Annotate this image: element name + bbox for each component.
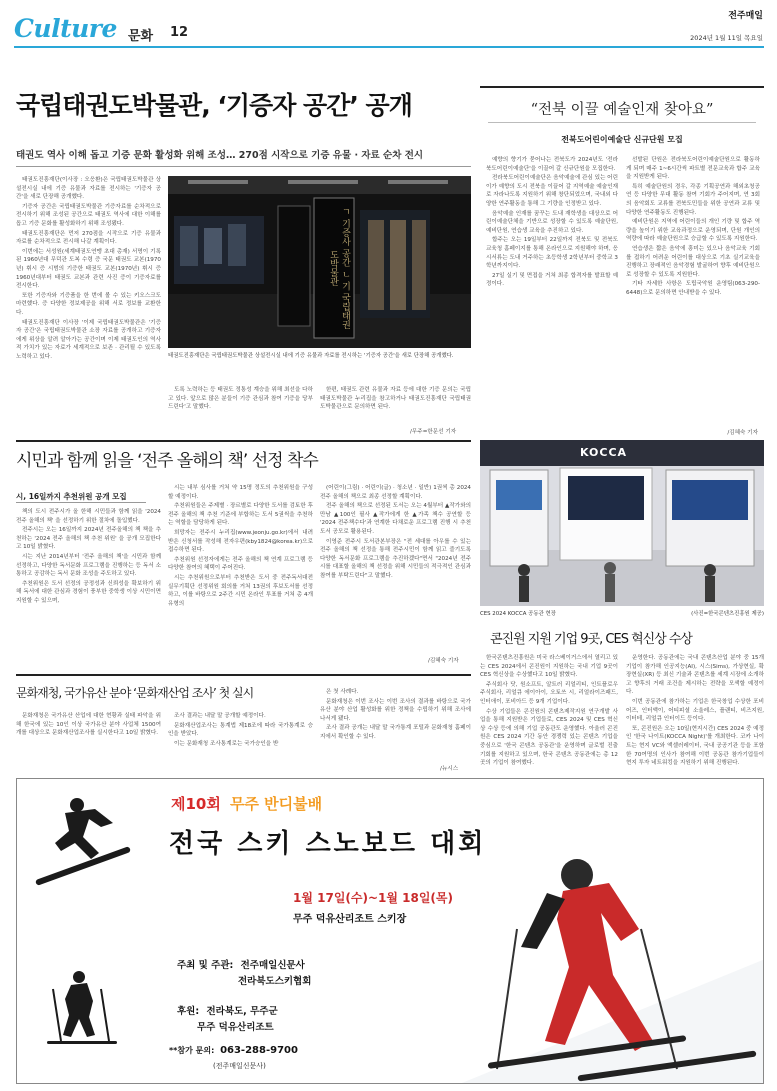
article1-subhead: 태권도 역사 이해 돕고 기증 문화 활성화 위해 조성… 270점 시작으로 기증 유물 · 자료 순차 전시 xyxy=(16,150,424,161)
kocca-sign: KOCCA xyxy=(580,446,628,459)
paragraph: 전주 올해의 책으로 선정된 도서는 오는 4월부터 ▲작가와의 만남 ▲100인 필사 ▲작가에게 한 ▲가족 책수 공연할 등 '2024 전주책수다'과 연계한 다채로운 프로그램 진행 시 추천 도서 공모로 활용된다. xyxy=(320,503,471,535)
ces-photo-illustration xyxy=(480,440,764,606)
paragraph: 추천위원들은 주제별 · 장르별로 다양한 도서를 검토한 후 전주 올해의 책 추천 기준에 부합하는 도서 5권씩을 추천하는 역할을 담당하게 된다. xyxy=(168,503,313,527)
ad-venue: 무주 덕유산리조트 스키장 xyxy=(293,914,407,925)
paragraph: 또한 기증자와 기증품을 한 번에 볼 수 있는 키오스크도 마련했다. 증 다양한 정보제공을 위해 서로 정보를 교환한다. xyxy=(16,292,161,316)
article1-col-bottom-a xyxy=(168,386,313,434)
masthead xyxy=(0,0,777,50)
paragraph: 수상 기업들은 콘진원의 콘텐츠제작지원 연구개발 사업을 통해 지원받은 기업들로, CES 2024 및 CES 혁신상 수상 등에 의해 기업 공동관도 운영했다. 아울러 콘진원은 CES 2024 기간 동안 경쟁력 있는 콘텐츠 기업을 중심으로 '한국 콘텐츠 공동관'을 운영하며 글로벌 진출 기회를 지원하고 있으며, 한국 콘텐츠 공동관에는 총 12곳의 기업이 참여했다. xyxy=(480,708,618,767)
paragraph: 예비단원은 지역에 어린이들의 개인 기량 및 합주 역량을 높이기 위한 교육과정으로 운영되며, 단원 개인의 역량에 따라 예술단원으로 승급할 수 있도록 지원한다. xyxy=(626,219,760,243)
page-number: 12 xyxy=(170,25,189,40)
article2-box xyxy=(480,86,764,434)
ad-sponsor-2: 무주 덕유산리조트 xyxy=(197,1022,274,1033)
ad-contact-phone: 063-288-9700 xyxy=(220,1045,298,1056)
ad-contact-label: **참가 문의: xyxy=(169,1046,215,1055)
ad-contact xyxy=(169,1045,298,1056)
ces-photo xyxy=(480,440,764,606)
paragraph: 합주는 오는 19일부터 22일까지 전북도 및 전북도교육청 홈페이지를 통해 온라인으로 지원해야 하며, 응시서류는 도내 거주하는 초등학생 2학년부터 중학교 3학년까지이다. xyxy=(486,237,618,270)
paragraph: 태권도진흥재단은 먼저 270점을 시작으로 기증 유물과 자료를 순차적으로 전시해 나갈 계획이다. xyxy=(16,230,161,246)
paragraph: 이영준 전주시 도서관본부장은 "전 세대를 아우를 수 있는 전주 올해의 책 선정을 통해 전주시민이 함께 읽고 즐기도록 다양한 독서문화 프로그램을 추진하겠다"면서 "2024년 전주시를 대표할 올해의 책 선정을 위해 시민들의 적극적인 관심과 참여를 부탁드린다"고 말했다. xyxy=(320,538,471,579)
article1-col1 xyxy=(16,176,161,434)
paragraph: 한국콘텐츠진흥원은 미국 라스베이거스에서 열리고 있는 CES 2024에서 콘진원이 지원하는 국내 기업 9곳이 CES 혁신상을 수상했다고 10일 밝혔다. xyxy=(480,655,618,679)
ad-host-2: 전라북도스키협회 xyxy=(238,976,312,987)
snowboarder-silhouette xyxy=(35,798,131,886)
article5-top-rule xyxy=(16,674,471,676)
paragraph: 27일 실기 및 면접을 거쳐 최종 합격자를 발표할 예정이다. xyxy=(486,272,618,288)
section-ko: 문화 xyxy=(128,29,154,44)
article3-col3 xyxy=(320,484,471,658)
article5-byline: /뉴시스 xyxy=(440,766,459,772)
article3-headline: 시민과 함께 읽을 ‘전주 올해의 책’ 선정 착수 xyxy=(16,451,318,471)
article5-col2 xyxy=(168,712,313,772)
article4-headline: 콘진원 지원 기업 9곳, CES 혁신상 수상 xyxy=(490,632,692,647)
ad-edition: 제10회 xyxy=(171,795,221,813)
ces-photo-caption-right: (사진=한국콘텐츠진흥원 제공) xyxy=(691,611,764,617)
ces-photo-caption-left: CES 2024 KOCCA 공동관 현장 xyxy=(480,611,556,617)
article2-headline: “전북 이끌 예술인재 찾아요” xyxy=(530,102,714,118)
paragraph: 이는 문화재청 조사통계로는 국가승인을 받 xyxy=(174,740,279,747)
paragraph: 전주시는 오는 16일까지 2024년 전주올해의 책 책을 추천하는 '2024 전주 올해의 책 추천 위원' 을 공개 모집한다고 10일 밝혔다. xyxy=(16,527,161,551)
paragraph: 도록 노력하는 등 태권도 정통성 계승을 위해 최선을 다하고 있다. 앞으로 많은 분들이 기증 관심과 참여 기증을 당부드린다'고 말했다. xyxy=(168,387,313,411)
paragraph: 태권도진흥재단 이사장 '이제 국립태권도박물관은 '기증자 공간'은 국립태권도박물관 소장 자료를 공개하고 기증자에게 위상을 알려 알아가는 공간이며 이제 태권도인의 역사적 가치가 있는 자료가 세계적으로 보존 · 관리될 수 있도록 노력하고 있다. xyxy=(16,319,161,360)
article3-col2 xyxy=(168,484,313,666)
paragraph: 문화재청은 이번 조사는 이번 조사의 결과를 바탕으로 국가유산 분야 산업 활성화를 위한 정책을 수립하기 위해 조사에 나서게 됐다. xyxy=(320,698,471,722)
article1-subhead-rule xyxy=(16,166,471,167)
article2-col2 xyxy=(626,156,760,428)
article1-col-bottom-b xyxy=(320,386,471,426)
paragraph: 추천위원 선정자에게는 전주 올해의 책 연계 프로그램 등 다양한 참여의 혜택이 주어진다. xyxy=(168,556,313,572)
paragraph: 선발된 단원은 전라북도어린이예술단원으로 활동하게 되며 매주 1~6시간씩 파트별 전문교육과 합주 교육을 지원받게 된다. xyxy=(626,157,760,181)
ad-sponsor-label: 후원: xyxy=(177,1006,200,1017)
paragraph: 시는 추천위원으로부터 추천받은 도서 중 전주독서대전 실무기획단 선정위원 회의를 거쳐 13권의 후보도서를 선정하고, 이를 바탕으로 2주간 시민 온라인 투표를 거쳐 총 4개 유형의 xyxy=(168,574,313,607)
article3-subhead: 시, 16일까지 추천위원 공개 모집 xyxy=(16,492,127,501)
article1-byline: /무주=한문선 기자 xyxy=(410,429,457,435)
paragraph: 전라북도어린이예술단은 음악예술에 관심 있는 어린이가 예향의 도시 전북을 이끌어 갈 지역예술 예술인재로 자라나도록 지원하기 위해 창단되었으며, 국내외 다양한 연주활동을 통해 그 기량을 인정받고 있다. xyxy=(486,175,618,207)
skier-silhouette xyxy=(47,971,117,1044)
museum-photo-caption: 태권도진흥재단은 국립태권도박물관 상설전시실 내에 기증 유물과 자료를 전시하는 '기증자 공간'을 새로 단장해 공개했다. xyxy=(168,353,454,359)
article2-subhead: 전북도어린이예술단 신규단원 모집 xyxy=(561,135,683,144)
downhill-skier-illustration xyxy=(457,859,764,1084)
article2-headline-rule xyxy=(488,122,756,123)
article5-col1 xyxy=(16,712,161,772)
paragraph: 조사 결과 공개는 내달 말 국가통계 포털과 문화재청 홈페이지에서 확인할 수 있다. xyxy=(320,725,471,740)
ad-title-line2: 전국 스키 스노보드 대회 xyxy=(169,829,487,859)
paper-name: 전주매일 xyxy=(728,11,763,21)
paragraph: 이번 공동관에 참가하는 기업은 한국창업 수상한 포비어즈, 인터액이, 어티피셜 소울레스, 플랜티, 비즈지원, 이터테, 리얼큐 인터이드 등이다. xyxy=(626,698,764,723)
ad-sponsor-1: 전라북도, 무주군 xyxy=(206,1006,278,1017)
ad-host xyxy=(177,957,305,971)
ad-title-line1 xyxy=(171,793,322,814)
masthead-rule xyxy=(14,46,764,48)
article3-subhead-rule xyxy=(16,502,146,503)
article3-byline: /김혜숙 기자 xyxy=(428,658,459,664)
ad-date: 1월 17일(수)~1월 18일(목) xyxy=(293,891,453,905)
article5-col3 xyxy=(320,688,471,768)
paragraph: 연습생은 짧은 음악에 흥미는 있으나 음악교육 기회를 접하기 어려운 어린이를 대상으로 기초 실기교육을 진행하고 장래적인 음악경험 발굴하여 향후 예비단원으로 성장할 수 있도록 지원한다. xyxy=(626,245,760,278)
paragraph: 책의 도시 전주시가 올 한해 시민들과 함께 읽을 '2024 전주 올해의 책' 을 선정하기 위한 절차에 돌입했다. xyxy=(16,509,161,524)
paragraph: 시는 내부 심사를 거쳐 약 15명 정도의 추천위원을 구성할 예정이다. xyxy=(168,485,313,500)
paragraph: 특히 예술단원의 경우, 각종 기획공연과 해외초청공연 등 다양한 무대 활동 참여 기회가 주어지며, 연 3회의 음악회도 교류를 전북도민들을 위한 공연과 교류 및 다양한 연주활동도 진행된다. xyxy=(626,183,760,216)
paragraph: 이번에는 서성원(세계태권도연맹 초대 총재) 서명이 기록된 1960년대 무덕관 도복 수령 증 국문 태권도 교본(1970년) 휘시 증 시범의 기증한 태권도 교본(1970년) 휘시 증 1960년대부터 태권도 교본과 관련 사진 증이 기증자료를 전시한다. xyxy=(16,248,161,290)
article2-col1 xyxy=(486,156,618,436)
paragraph: 기타 자세한 사항은 도립국악원 운영팀(063-290-6448)으로 문의하면 안내받을 수 있다. xyxy=(626,281,760,296)
museum-wall-sign: ㄱ 기증사 공간 ㄴ 기 국립태권도박물관 xyxy=(328,206,350,330)
article1-headline: 국립태권도박물관, ‘기증자 공간’ 공개 xyxy=(16,91,412,120)
article5-headline: 문화재청, 국가유산 분야 ‘문화재산업 조사’ 첫 실시 xyxy=(16,686,254,700)
article3-top-rule xyxy=(16,440,471,442)
issue-date: 2024년 1월 11일 목요일 xyxy=(690,34,763,42)
ad-title-name: 무주 반디불배 xyxy=(229,795,323,813)
paragraph: 운영한다. 공동관에는 국내 콘텐츠산업 분야 중 15개 기업이 참가해 인공지능(AI), 시스(Sims), 가상현실, 확장현실(XR) 등 최신 기술과 콘텐츠를 세계 시장에 소개하고 향후의 거래 조건을 제시하는 전략을 모색할 예정이다. xyxy=(626,655,764,696)
ad-host-label: 주최 및 주관: xyxy=(177,960,234,971)
paragraph: 조사 결과는 내달 말 공개할 예정이다. xyxy=(174,713,266,719)
paragraph: 기증자 공간은 국립태권도박물관 기증자료를 순차적으로 전시하기 위해 조성된 공간으로 태권도 역사에 대한 이해를 돕고 기증 문화를 활성화하기 위해 조성됐다. xyxy=(16,203,161,227)
paragraph: 문화재청은 국가유산 산업에 대한 현황과 실태 파악을 위해 한국에 있는 10인 이상 국가유산 분야 사업체 1500여 개를 대상으로 문화재산업조사를 실시한다고 10일 밝혔다. xyxy=(16,713,161,737)
section-en: Culture xyxy=(14,14,117,43)
paragraph: 주식회사 닷, 원소프트, 알트러 리얼리티, 인트플로우 주식회사, 리얼큐 에이아이, 오토쓰 시, 리얼라이즈패드, 인터애이, 포비아드 등 9개 기업이다. xyxy=(480,681,618,705)
paragraph: 은 첫 사례다. xyxy=(326,689,359,695)
paragraph: 태권도진흥재단(이사장 : 오응환)은 국립태권도박물관 상설전시실 내에 기증 유물과 자료를 전시하는 '기증자 공간'을 새로 단장해 공개했다. xyxy=(16,177,161,201)
ad-host-1: 전주매일신문사 xyxy=(240,960,305,971)
paragraph: 음악예술 인재를 꿈꾸는 도내 재학생을 대상으로 어린이예술단체을 기반으로 성장할 수 있도록 예술단원, 예비단원, 연습생 교육을 추진하고 있다. xyxy=(486,210,618,234)
paragraph: 희망자는 전주시 누리집(www.jeonju.go.kr)에서 내려 받은 신청서를 작성해 전자우편(kby1824@korea.kr)으로 접수하면 된다. xyxy=(168,529,313,554)
paragraph: 추천위원은 도서 선정의 공정성과 신뢰성을 확보하기 위해 독서에 대한 관심과 경험이 풍부한 중학생 이상 시민이면 지원할 수 있으며, xyxy=(16,580,161,604)
museum-photo xyxy=(168,176,471,348)
paragraph: 시는 지난 2014년부터 '전주 올해의 책'을 시민과 함께 선정하고, 다양한 독서문화 프로그램을 진행하는 등 독서 소통하고 공감하는 독서 문화 조성을 주도하고 있다. xyxy=(16,553,161,578)
paragraph: 한편, 태권도 관련 유물과 자료 등에 대한 기증 문의는 국립태권도박물관 누리집을 참고하거나 태권도진흥재단 국립태권도박물관으로 문의하면 된다. xyxy=(320,387,471,411)
ski-ad xyxy=(16,778,764,1084)
paragraph: 또, 콘진원은 오는 10일(현지시간) CES 2024 중 예정인 '한국 나이트(KOCCA Night)'를 개최한다. 코카 나이트는 현지 VC와 액셀러레이터, 국내 공공기관 등을 포함한 70여명의 인사가 참여해 이번 공동관 참가기업들이 현지 투자 네트워킹을 지원하기 위해 진행된다. xyxy=(626,725,764,767)
paragraph: (어린이(그림) · 어린이(글) · 청소년 · 일반) 1권씩 총 2024 전주 올해의 책으로 최종 선정할 계획이다. xyxy=(320,485,471,500)
paragraph: 문화재산업조사는 통계법 제18조에 따라 국가통계로 승인을 받았다. xyxy=(168,722,313,738)
ad-sponsor xyxy=(177,1003,278,1017)
article2-byline: /김혜숙 기자 xyxy=(727,430,758,436)
article3-col1 xyxy=(16,508,161,666)
paragraph: 예향의 향기가 묻어나는 전북도가 2024년도 '전라북도어린이예술단'을 이끌어 갈 신규단원을 모집한다. xyxy=(486,157,618,172)
ad-contact-org: (전주매일신문사) xyxy=(213,1062,266,1070)
